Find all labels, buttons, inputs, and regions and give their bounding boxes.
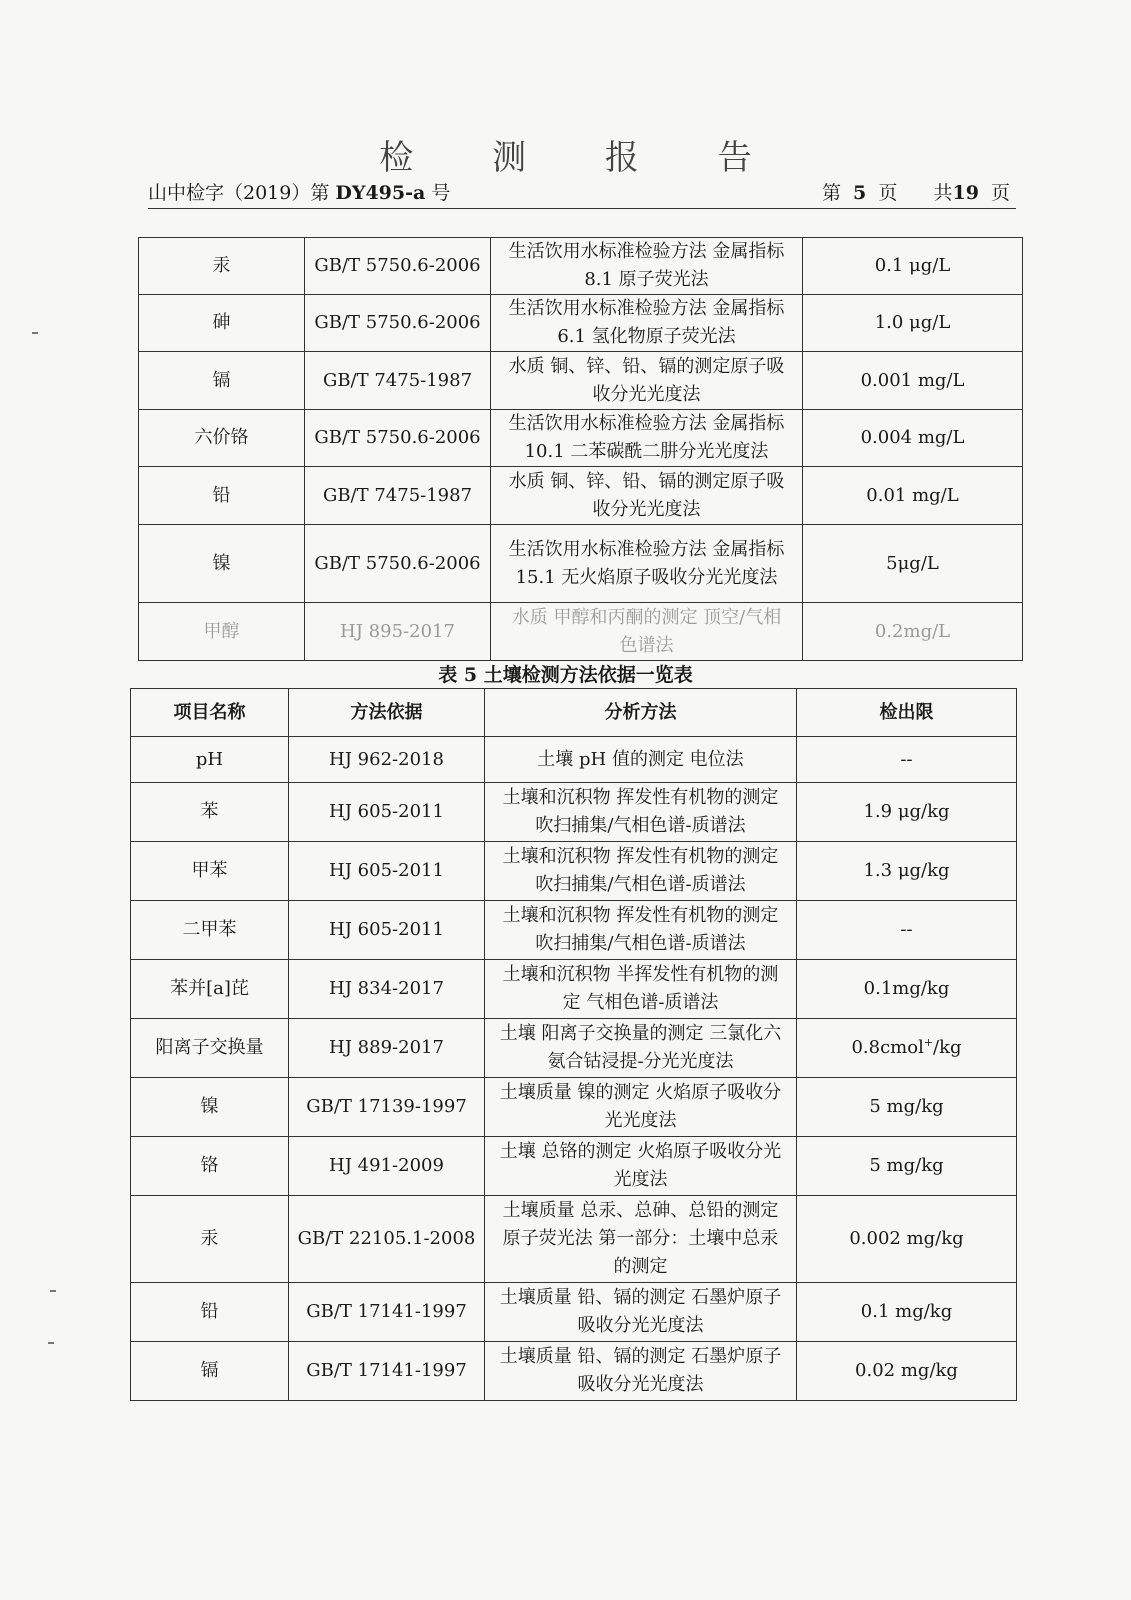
- table-row: [131, 783, 1017, 842]
- item-cell: 镍: [131, 1078, 289, 1137]
- item-cell: 铅: [131, 1283, 289, 1342]
- limit-cell: 0.1 mg/kg: [797, 1283, 1017, 1342]
- limit-cell: 0.2mg/L: [803, 603, 1023, 661]
- item-cell: 铬: [131, 1137, 289, 1196]
- method-cell: 水质 甲醇和丙酮的测定 顶空/气相色谱法: [491, 603, 803, 661]
- standard-cell: HJ 889-2017: [289, 1019, 485, 1078]
- item-cell: 镍: [139, 525, 305, 603]
- limit-cell: 5 mg/kg: [797, 1137, 1017, 1196]
- item-cell: 铅: [139, 467, 305, 525]
- table-row: [131, 1342, 1017, 1401]
- standard-cell: GB/T 17141-1997: [289, 1342, 485, 1401]
- method-cell: 土壤质量 铅、镉的测定 石墨炉原子吸收分光光度法: [485, 1283, 797, 1342]
- item-cell: 甲苯: [131, 842, 289, 901]
- standard-cell: GB/T 17139-1997: [289, 1078, 485, 1137]
- limit-cell: --: [797, 901, 1017, 960]
- table-row: [131, 737, 1017, 783]
- item-cell: 阳离子交换量: [131, 1019, 289, 1078]
- limit-cell: 0.1mg/kg: [797, 960, 1017, 1019]
- soil-method-table: [130, 688, 1017, 1401]
- table-row: [131, 1019, 1017, 1078]
- report-number: 山中检字（2019）第 DY495-a 号: [148, 182, 451, 204]
- item-cell: 镉: [139, 352, 305, 410]
- item-cell: 六价铬: [139, 410, 305, 467]
- item-cell: 二甲苯: [131, 901, 289, 960]
- report-header: [148, 178, 1016, 209]
- standard-cell: GB/T 7475-1987: [305, 467, 491, 525]
- standard-cell: HJ 962-2018: [289, 737, 485, 783]
- table-row: [139, 295, 1023, 352]
- standard-cell: HJ 605-2011: [289, 783, 485, 842]
- standard-cell: HJ 895-2017: [305, 603, 491, 661]
- method-cell: 土壤 pH 值的测定 电位法: [485, 737, 797, 783]
- scan-mark: [48, 1342, 54, 1344]
- limit-cell: 5μg/L: [803, 525, 1023, 603]
- item-cell: 苯: [131, 783, 289, 842]
- method-cell: 土壤和沉积物 挥发性有机物的测定 吹扫捕集/气相色谱-质谱法: [485, 901, 797, 960]
- limit-cell: 0.02 mg/kg: [797, 1342, 1017, 1401]
- table-row: [131, 960, 1017, 1019]
- method-cell: 生活饮用水标准检验方法 金属指标 15.1 无火焰原子吸收分光光度法: [491, 525, 803, 603]
- water-method-table: [138, 237, 1023, 661]
- limit-cell: 1.0 μg/L: [803, 295, 1023, 352]
- limit-cell: 0.8cmol+/kg: [797, 1019, 1017, 1078]
- table-header-row: [131, 689, 1017, 737]
- item-cell: 汞: [131, 1196, 289, 1283]
- table-row: [139, 603, 1023, 661]
- table-row: [131, 1137, 1017, 1196]
- standard-cell: HJ 834-2017: [289, 960, 485, 1019]
- table-row: [139, 410, 1023, 467]
- method-cell: 生活饮用水标准检验方法 金属指标 8.1 原子荧光法: [491, 238, 803, 295]
- standard-cell: GB/T 5750.6-2006: [305, 525, 491, 603]
- table-row: [131, 901, 1017, 960]
- method-cell: 土壤质量 镍的测定 火焰原子吸收分光光度法: [485, 1078, 797, 1137]
- item-cell: 甲醇: [139, 603, 305, 661]
- column-header-standard: 方法依据: [289, 689, 485, 737]
- method-cell: 生活饮用水标准检验方法 金属指标 6.1 氢化物原子荧光法: [491, 295, 803, 352]
- method-cell: 土壤 总铬的测定 火焰原子吸收分光光度法: [485, 1137, 797, 1196]
- method-cell: 土壤质量 铅、镉的测定 石墨炉原子吸收分光光度法: [485, 1342, 797, 1401]
- item-cell: 镉: [131, 1342, 289, 1401]
- standard-cell: GB/T 5750.6-2006: [305, 295, 491, 352]
- method-cell: 土壤和沉积物 挥发性有机物的测定 吹扫捕集/气相色谱-质谱法: [485, 842, 797, 901]
- standard-cell: GB/T 22105.1-2008: [289, 1196, 485, 1283]
- limit-cell: 0.002 mg/kg: [797, 1196, 1017, 1283]
- method-cell: 水质 铜、锌、铅、镉的测定原子吸收分光光度法: [491, 467, 803, 525]
- limit-cell: 5 mg/kg: [797, 1078, 1017, 1137]
- standard-cell: GB/T 7475-1987: [305, 352, 491, 410]
- limit-cell: --: [797, 737, 1017, 783]
- column-header-item: 项目名称: [131, 689, 289, 737]
- limit-cell: 0.004 mg/L: [803, 410, 1023, 467]
- standard-cell: GB/T 5750.6-2006: [305, 238, 491, 295]
- method-cell: 土壤质量 总汞、总砷、总铅的测定原子荧光法 第一部分：土壤中总汞的测定: [485, 1196, 797, 1283]
- limit-cell: 0.001 mg/L: [803, 352, 1023, 410]
- method-cell: 土壤 阳离子交换量的测定 三氯化六氨合钴浸提-分光光度法: [485, 1019, 797, 1078]
- page-indicator: 第 5 页 共19 页: [821, 182, 1010, 204]
- table-row: [139, 238, 1023, 295]
- standard-cell: HJ 491-2009: [289, 1137, 485, 1196]
- page-title: 检 测 报 告: [379, 138, 786, 178]
- table-row: [139, 352, 1023, 410]
- limit-cell: 1.9 μg/kg: [797, 783, 1017, 842]
- method-cell: 土壤和沉积物 挥发性有机物的测定 吹扫捕集/气相色谱-质谱法: [485, 783, 797, 842]
- column-header-method: 分析方法: [485, 689, 797, 737]
- standard-cell: GB/T 17141-1997: [289, 1283, 485, 1342]
- table-row: [131, 1196, 1017, 1283]
- limit-cell: 0.1 μg/L: [803, 238, 1023, 295]
- standard-cell: HJ 605-2011: [289, 842, 485, 901]
- column-header-limit: 检出限: [797, 689, 1017, 737]
- item-cell: 砷: [139, 295, 305, 352]
- scan-mark: [32, 332, 38, 334]
- table-row: [131, 1078, 1017, 1137]
- standard-cell: GB/T 5750.6-2006: [305, 410, 491, 467]
- table-row: [131, 1283, 1017, 1342]
- table-caption: 表 5 土壤检测方法依据一览表: [438, 664, 693, 686]
- table-row: [139, 525, 1023, 603]
- item-cell: 苯并[a]芘: [131, 960, 289, 1019]
- scan-mark: [50, 1290, 56, 1292]
- table-row: [131, 842, 1017, 901]
- item-cell: 汞: [139, 238, 305, 295]
- method-cell: 生活饮用水标准检验方法 金属指标 10.1 二苯碳酰二肼分光光度法: [491, 410, 803, 467]
- method-cell: 土壤和沉积物 半挥发性有机物的测定 气相色谱-质谱法: [485, 960, 797, 1019]
- limit-cell: 1.3 μg/kg: [797, 842, 1017, 901]
- limit-cell: 0.01 mg/L: [803, 467, 1023, 525]
- method-cell: 水质 铜、锌、铅、镉的测定原子吸收分光光度法: [491, 352, 803, 410]
- item-cell: pH: [131, 737, 289, 783]
- standard-cell: HJ 605-2011: [289, 901, 485, 960]
- table-row: [139, 467, 1023, 525]
